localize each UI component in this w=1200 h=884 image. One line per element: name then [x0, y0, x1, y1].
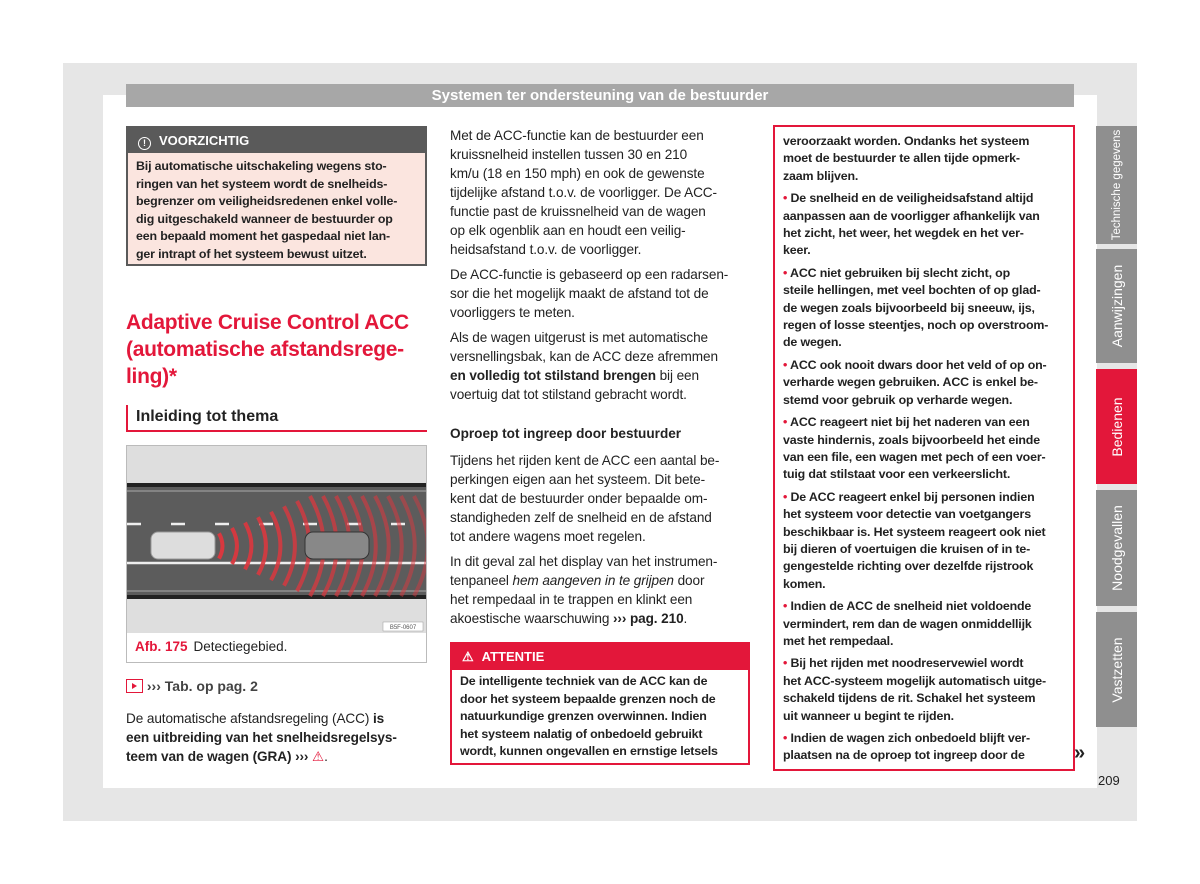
text-segment: .: [683, 611, 688, 626]
text-segment: Als de wagen uitgerust is met automatische: [450, 330, 708, 345]
page-header: Systemen ter ondersteuning van de bestuurder: [126, 84, 1074, 107]
text-line: [450, 385, 750, 404]
text-line: het systeem nalatig of onbedoeld gebruikt: [460, 726, 703, 741]
text-segment: teem van de wagen (GRA) ›››: [126, 749, 309, 764]
continue-arrow: »: [1074, 742, 1086, 764]
text-line: • De snelheid en de veiligheidsafstand altijd: [783, 191, 1034, 206]
text-line: [450, 240, 750, 259]
text-line: [450, 489, 750, 508]
text-segment: perkingen eigen aan het systeem. Dit bete-: [450, 472, 705, 487]
text-segment: bij een: [655, 368, 699, 383]
bullet-item: [783, 598, 1065, 650]
text-line: met het rempedaal.: [783, 633, 894, 648]
text-line: [450, 202, 750, 221]
bullet-item: [783, 265, 1065, 352]
attention-box: [450, 642, 750, 765]
text-line: begrenzer om veiligheidsredenen enkel volle-: [136, 194, 398, 209]
bullet-item: [783, 190, 1065, 260]
bullet-icon: •: [783, 191, 791, 206]
caution-header: [128, 128, 425, 153]
text-line: [450, 347, 750, 366]
text-segment: De ACC-functie is gebaseerd op een radarsen-: [450, 267, 729, 282]
figure-code: B5F-0607: [389, 625, 417, 631]
paragraph: [450, 126, 750, 259]
text-line: [450, 221, 750, 240]
attention-text: [452, 670, 748, 764]
text-line: [450, 164, 750, 183]
bullet-icon: •: [783, 265, 791, 280]
text-line: een bepaald moment het gaspedaal niet lan-: [136, 229, 390, 244]
attention-header: [452, 644, 748, 670]
text-line: • ACC niet gebruiken bij slecht zicht, op: [783, 265, 1010, 280]
text-line: de wegen zoals bijvoorbeeld bij sneeuw, ijs,: [783, 300, 1035, 315]
text-line: [450, 571, 750, 590]
text-segment: km/u (18 en 150 mph) en ook de gewenste: [450, 166, 705, 181]
text-segment: tijdelijke afstand t.o.v. de voorligger. De ACC-: [450, 185, 717, 200]
text-line: • De ACC reageert enkel bij personen indien: [783, 489, 1035, 504]
text-segment: heidsafstand t.o.v. de voorligger.: [450, 242, 642, 257]
bullet-item: [783, 357, 1065, 409]
text-line: zaam blijven.: [783, 168, 859, 183]
bullet-icon: •: [783, 656, 791, 671]
text-line: vermindert, rem dan de wagen onmiddellijk: [783, 616, 1032, 631]
text-segment: en volledig tot stilstand brengen: [450, 368, 656, 383]
side-tab-aanwijzingen[interactable]: [1096, 249, 1137, 363]
text-segment: door: [673, 573, 705, 588]
text-line: [450, 470, 750, 489]
text-line: • Bij het rijden met noodreservewiel wordt: [783, 656, 1024, 671]
paragraph: [450, 328, 750, 404]
section-subtitle: Inleiding tot thema: [126, 405, 427, 432]
text-line: [450, 265, 750, 284]
text-line: • Indien de wagen zich onbedoeld blijft ver-: [783, 731, 1030, 745]
text-line: regen of losse steentjes, noch op overstroom-: [783, 318, 1049, 333]
subheading-intervention: Oproep tot ingreep door bestuurder: [450, 426, 682, 441]
figure-caption-text: Detectiegebied.: [193, 639, 288, 654]
bullet-icon: •: [783, 489, 791, 504]
text-line: [450, 451, 750, 470]
caution-box: [126, 126, 427, 266]
text-segment: voorliggers te meten.: [450, 305, 575, 320]
text-line: het zicht, het weer, het wegdek en het ver-: [783, 226, 1024, 241]
text-line: [450, 609, 750, 628]
figure: [126, 445, 427, 663]
bullet-icon: •: [783, 599, 791, 614]
text-line: ger intrapt of het systeem bewust uitzet.: [136, 246, 367, 261]
text-line: door het systeem bepaalde grenzen noch de: [460, 691, 716, 706]
text-line: (automatische afstandsrege-: [126, 338, 404, 361]
text-segment: sor die het mogelijk maakt de afstand tot de: [450, 286, 709, 301]
text-line: het ACC-systeem mogelijk automatisch uitge-: [783, 673, 1046, 688]
detection-area-illustration: [127, 446, 426, 633]
figure-label: Afb. 175: [135, 639, 188, 654]
text-segment: .: [324, 749, 328, 764]
text-line: wordt, kunnen ongevallen en ernstige letsels: [460, 744, 718, 759]
text-segment: In dit geval zal het display van het instrumen-: [450, 554, 718, 569]
text-segment: Met de ACC-functie kan de bestuurder een: [450, 128, 704, 143]
text-line: verharde wegen gebruiken. ACC is enkel be-: [783, 375, 1038, 390]
bullet-icon: •: [783, 731, 791, 745]
text-line: [450, 508, 750, 527]
text-segment: functie past de kruissnelheid van de wagen: [450, 204, 706, 219]
text-line: ling)*: [126, 365, 177, 388]
text-line: Adaptive Cruise Control ACC: [126, 311, 409, 334]
bullet-item: [783, 489, 1065, 593]
side-tab-vastzetten[interactable]: [1096, 612, 1137, 727]
text-segment: standigheden zelf de snelheid en de afstand: [450, 510, 712, 525]
side-tab-bedienen[interactable]: [1096, 369, 1137, 484]
bullet-item: [783, 414, 1065, 484]
text-line: van een file, een wagen met pech of een voer-: [783, 449, 1046, 464]
warning-continuation-box: [773, 125, 1075, 771]
text-line: [450, 328, 750, 347]
column-2-text: [450, 126, 750, 410]
tab-reference-arrows: ›››: [146, 678, 161, 694]
text-line: [450, 126, 750, 145]
warning-triangle-icon: ⚠: [462, 649, 474, 664]
bullet-item: [783, 730, 1065, 765]
text-line: Bij automatische uitschakeling wegens sto-: [136, 159, 387, 173]
text-line: [450, 527, 750, 546]
caution-text: [128, 153, 425, 269]
text-line: [126, 728, 397, 747]
page-link[interactable]: ››› pag. 210: [612, 611, 684, 626]
text-segment: versnellingsbak, kan de ACC deze afremmen: [450, 349, 718, 364]
text-segment: een uitbreiding van het snelheidsregelsys-: [126, 730, 397, 745]
attention-label: ATTENTIE: [481, 649, 545, 664]
tab-reference[interactable]: [126, 678, 258, 694]
paragraph: [450, 552, 750, 628]
text-line: steile hellingen, met veel bochten of op glad-: [783, 283, 1041, 298]
tab-reference-link[interactable]: Tab. op pag. 2: [164, 678, 258, 694]
page-number: 209: [1098, 773, 1120, 788]
side-tab-label: Technische gegevens: [1110, 129, 1123, 241]
text-line: De intelligente techniek van de ACC kan de: [460, 674, 708, 688]
side-tab-label: Aanwijzingen: [1108, 264, 1125, 348]
video-tab-icon: [126, 679, 143, 693]
bullet-icon: •: [783, 415, 791, 430]
text-line: vaste hindernis, zoals bijvoorbeeld het einde: [783, 432, 1040, 447]
text-line: plaatsen na de oproep tot ingreep door de: [783, 748, 1025, 763]
text-line: [450, 590, 750, 609]
text-segment: kent dat de bestuurder onder bepaalde om-: [450, 491, 708, 506]
text-line: gengestelde richting over dezelfde rijstrook: [783, 559, 1034, 574]
text-segment: tenpaneel: [450, 573, 513, 588]
text-line: • ACC reageert niet bij het naderen van een: [783, 415, 1030, 430]
text-line: keer.: [783, 243, 811, 258]
text-segment: is: [372, 711, 385, 726]
side-tab-technische-gegevens[interactable]: [1096, 126, 1137, 244]
text-segment: voertuig dat tot stilstand gebracht wordt.: [450, 387, 687, 402]
text-line: uit wanneer u begint te rijden.: [783, 708, 954, 723]
text-line: [450, 183, 750, 202]
text-segment: op elk ogenblik aan en houdt een veilig-: [450, 223, 686, 238]
text-segment: tot andere wagens moet regelen.: [450, 529, 646, 544]
figure-caption: [135, 639, 287, 654]
text-line: ringen van het systeem wordt de snelheids-: [136, 176, 388, 191]
text-line: de wegen.: [783, 335, 842, 350]
text-line: [450, 145, 750, 164]
text-segment: het rempedaal in te trappen en klinkt een: [450, 592, 693, 607]
text-line: komen.: [783, 576, 826, 591]
text-segment: kruissnelheid instellen tussen 30 en 210: [450, 147, 688, 162]
side-tab-label: Bedienen: [1108, 396, 1125, 457]
text-line: bij dieren of voertuigen die kruisen of in te-: [783, 541, 1031, 556]
text-segment: De automatische afstandsregeling (ACC): [126, 711, 373, 726]
paragraph: [783, 133, 1065, 185]
caution-icon: !: [138, 137, 151, 150]
text-line: moet de bestuurder te allen tijde opmerk-: [783, 151, 1020, 166]
text-line: schakeld tijdens de rit. Schakel het systeem: [783, 691, 1036, 706]
text-line: [450, 552, 750, 571]
text-line: tuig dat stilstaat voor een verkeerslicht.: [783, 467, 1011, 482]
side-tab-label: Vastzetten: [1108, 636, 1125, 703]
text-line: het systeem voor detectie van voetgangers: [783, 507, 1031, 522]
text-line: [450, 303, 750, 322]
text-line: [450, 366, 750, 385]
bullet-icon: •: [783, 357, 791, 372]
text-line: beschikbaar is. Het systeem reageert ook niet: [783, 524, 1046, 539]
text-line: • Indien de ACC de snelheid niet voldoende: [783, 599, 1032, 614]
text-line: [450, 284, 750, 303]
text-line: natuurkundige grenzen overwinnen. Indien: [460, 709, 707, 724]
column-2-text-2: [450, 451, 750, 634]
text-line: dig uitgeschakeld wanneer de bestuurder op: [136, 211, 393, 226]
text-line: • ACC ook nooit dwars door het veld of op on-: [783, 357, 1047, 372]
text-line: stemd voor gebruik op verharde wegen.: [783, 392, 1013, 407]
own-car: [151, 532, 215, 559]
intro-paragraph: [126, 709, 397, 766]
warning-triangle-icon: ⚠: [308, 749, 325, 764]
bullet-item: [783, 655, 1065, 725]
text-line: [126, 709, 397, 728]
side-tab-noodgevallen[interactable]: [1096, 490, 1137, 606]
paragraph: [450, 265, 750, 322]
caution-label: VOORZICHTIG: [159, 133, 250, 148]
text-line: [126, 747, 397, 766]
paragraph: [450, 451, 750, 546]
text-segment: akoestische waarschuwing: [450, 611, 613, 626]
side-tab-label: Noodgevallen: [1108, 505, 1125, 591]
section-title: [126, 309, 409, 390]
text-line: veroorzaakt worden. Ondanks het systeem: [783, 134, 1030, 148]
text-segment: Tijdens het rijden kent de ACC een aantal be-: [450, 453, 720, 468]
text-segment: hem aangeven in te grijpen: [512, 573, 674, 588]
car-ahead: [305, 532, 369, 559]
text-line: aanpassen aan de voorligger afhankelijk van: [783, 208, 1040, 223]
